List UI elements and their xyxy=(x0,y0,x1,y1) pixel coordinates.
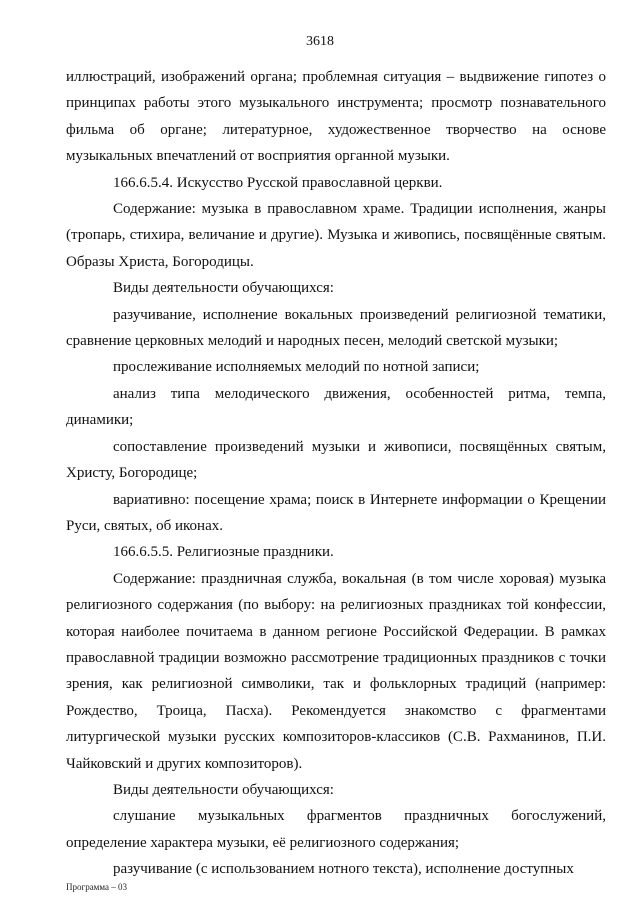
page-number: 3618 xyxy=(306,34,334,49)
list-item: вариативно: посещение храма; поиск в Интернете информации о Крещении Руси, святых, об иконах. xyxy=(66,491,606,534)
list-item: слушание музыкальных фрагментов праздничных богослужений, определение характера музыки, её религиозного содержания; xyxy=(66,808,606,851)
section-heading-166-6-5-5: 166.6.5.5. Религиозные праздники. xyxy=(113,544,334,561)
list-item: сопоставление произведений музыки и живописи, посвящённых святым, Христу, Богородице; xyxy=(66,438,606,482)
list-item: анализ типа мелодического движения, особенностей ритма, темпа, динамики; xyxy=(66,385,606,429)
list-item: разучивание, исполнение вокальных произведений религиозной тематики, сравнение церковных мелодий и народных песен, мелодий светской музыки; xyxy=(66,306,606,350)
document-body xyxy=(66,64,606,883)
paragraph-activities-heading: Виды деятельности обучающихся: xyxy=(113,280,334,297)
paragraph-content: Содержание: праздничная служба, вокальная (в том числе хоровая) музыка религиозного содержания (по выбору: на религиозных праздниках той конфессии, которая наиболее почитаема в данном регионе Российской Федерации. В рамках православной традиции возможно рассмотрение традиционных праздников с точки зрения, как религиозной символики, так и фольклорных традиций (например: Рождество, Троица, Пасха). Рекомендуется знакомство с фрагментами литургической музыки русских композиторов-классиков (С.В. Рахманинов, П.И. Чайковский и других композиторов). xyxy=(66,570,606,772)
list-item: прослеживание исполняемых мелодий по нотной записи; xyxy=(113,359,480,376)
list-item: разучивание (с использованием нотного текста), исполнение доступных xyxy=(113,861,574,878)
footer-program-label: Программа – 03 xyxy=(66,882,128,892)
paragraph-activities-heading: Виды деятельности обучающихся: xyxy=(113,781,334,798)
paragraph-continuation: иллюстраций, изображений органа; проблемная ситуация – выдвижение гипотез о принципах работы этого музыкального инструмента; просмотр познавательного фильма об органе; литературное, художественное творчество на основе музыкальных впечатлений от восприятия органной музыки. xyxy=(66,69,606,165)
paragraph-content: Содержание: музыка в православном храме. Традиции исполнения, жанры (тропарь, стихира, величание и другие). Музыка и живопись, посвящённые святым. Образы Христа, Богородицы. xyxy=(66,201,606,270)
section-heading-166-6-5-4: 166.6.5.4. Искусство Русской православной церкви. xyxy=(113,174,443,191)
